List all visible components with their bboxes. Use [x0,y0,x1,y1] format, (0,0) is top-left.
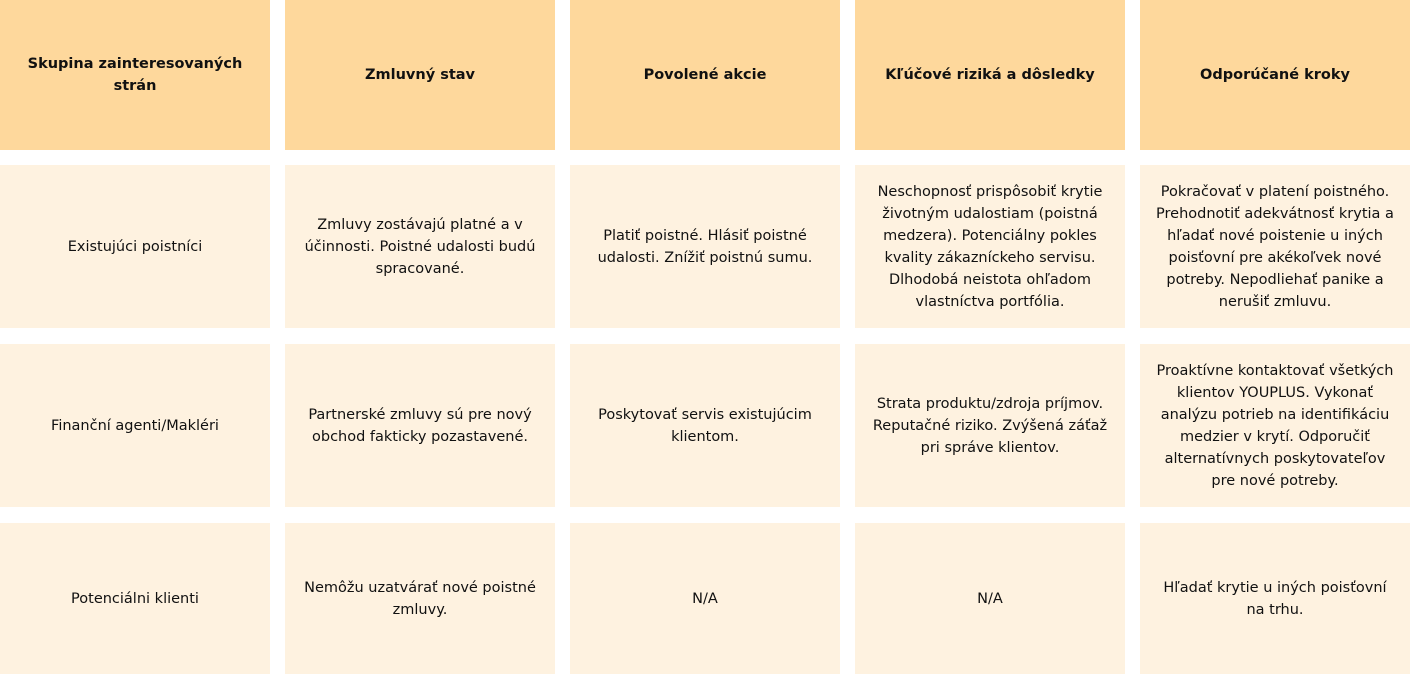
header-contract-status: Zmluvný stav [285,0,555,150]
table-cell-key-risks: N/A [855,523,1125,674]
table-cell-contract-status: Nemôžu uzatvárať nové poistné zmluvy. [285,523,555,674]
table-cell-key-risks: Strata produktu/zdroja príjmov. Reputačné riziko. Zvýšená záťaž pri správe klientov. [855,344,1125,507]
table-cell-key-risks: Neschopnosť prispôsobiť krytie životným udalostiam (poistná medzera). Potenciálny pokles kvality zákazníckeho servisu. Dlhodobá neistota ohľadom vlastníctva portfólia. [855,165,1125,328]
header-stakeholder-group: Skupina zainteresovaných strán [0,0,270,150]
table-cell-contract-status: Partnerské zmluvy sú pre nový obchod fakticky pozastavené. [285,344,555,507]
table-cell-permitted-actions: N/A [570,523,840,674]
table-cell-permitted-actions: Platiť poistné. Hlásiť poistné udalosti. Znížiť poistnú sumu. [570,165,840,328]
table-cell-recommended-steps: Pokračovať v platení poistného. Prehodnotiť adekvátnosť krytia a hľadať nové poistenie u iných poisťovní pre akékoľvek nové potreby. Nepodliehať panike a nerušiť zmluvu. [1140,165,1410,328]
table-cell-stakeholder: Potenciálni klienti [0,523,270,674]
table-cell-permitted-actions: Poskytovať servis existujúcim klientom. [570,344,840,507]
table-cell-stakeholder: Existujúci poistníci [0,165,270,328]
header-permitted-actions: Povolené akcie [570,0,840,150]
table-cell-contract-status: Zmluvy zostávajú platné a v účinnosti. Poistné udalosti budú spracované. [285,165,555,328]
header-key-risks: Kľúčové riziká a dôsledky [855,0,1125,150]
table-cell-stakeholder: Finanční agenti/Makléri [0,344,270,507]
table-cell-recommended-steps: Proaktívne kontaktovať všetkých klientov YOUPLUS. Vykonať analýzu potrieb na identifikáciu medzier v krytí. Odporučiť alternatívnych poskytovateľov pre nové potreby. [1140,344,1410,507]
table-cell-recommended-steps: Hľadať krytie u iných poisťovní na trhu. [1140,523,1410,674]
header-recommended-steps: Odporúčané kroky [1140,0,1410,150]
